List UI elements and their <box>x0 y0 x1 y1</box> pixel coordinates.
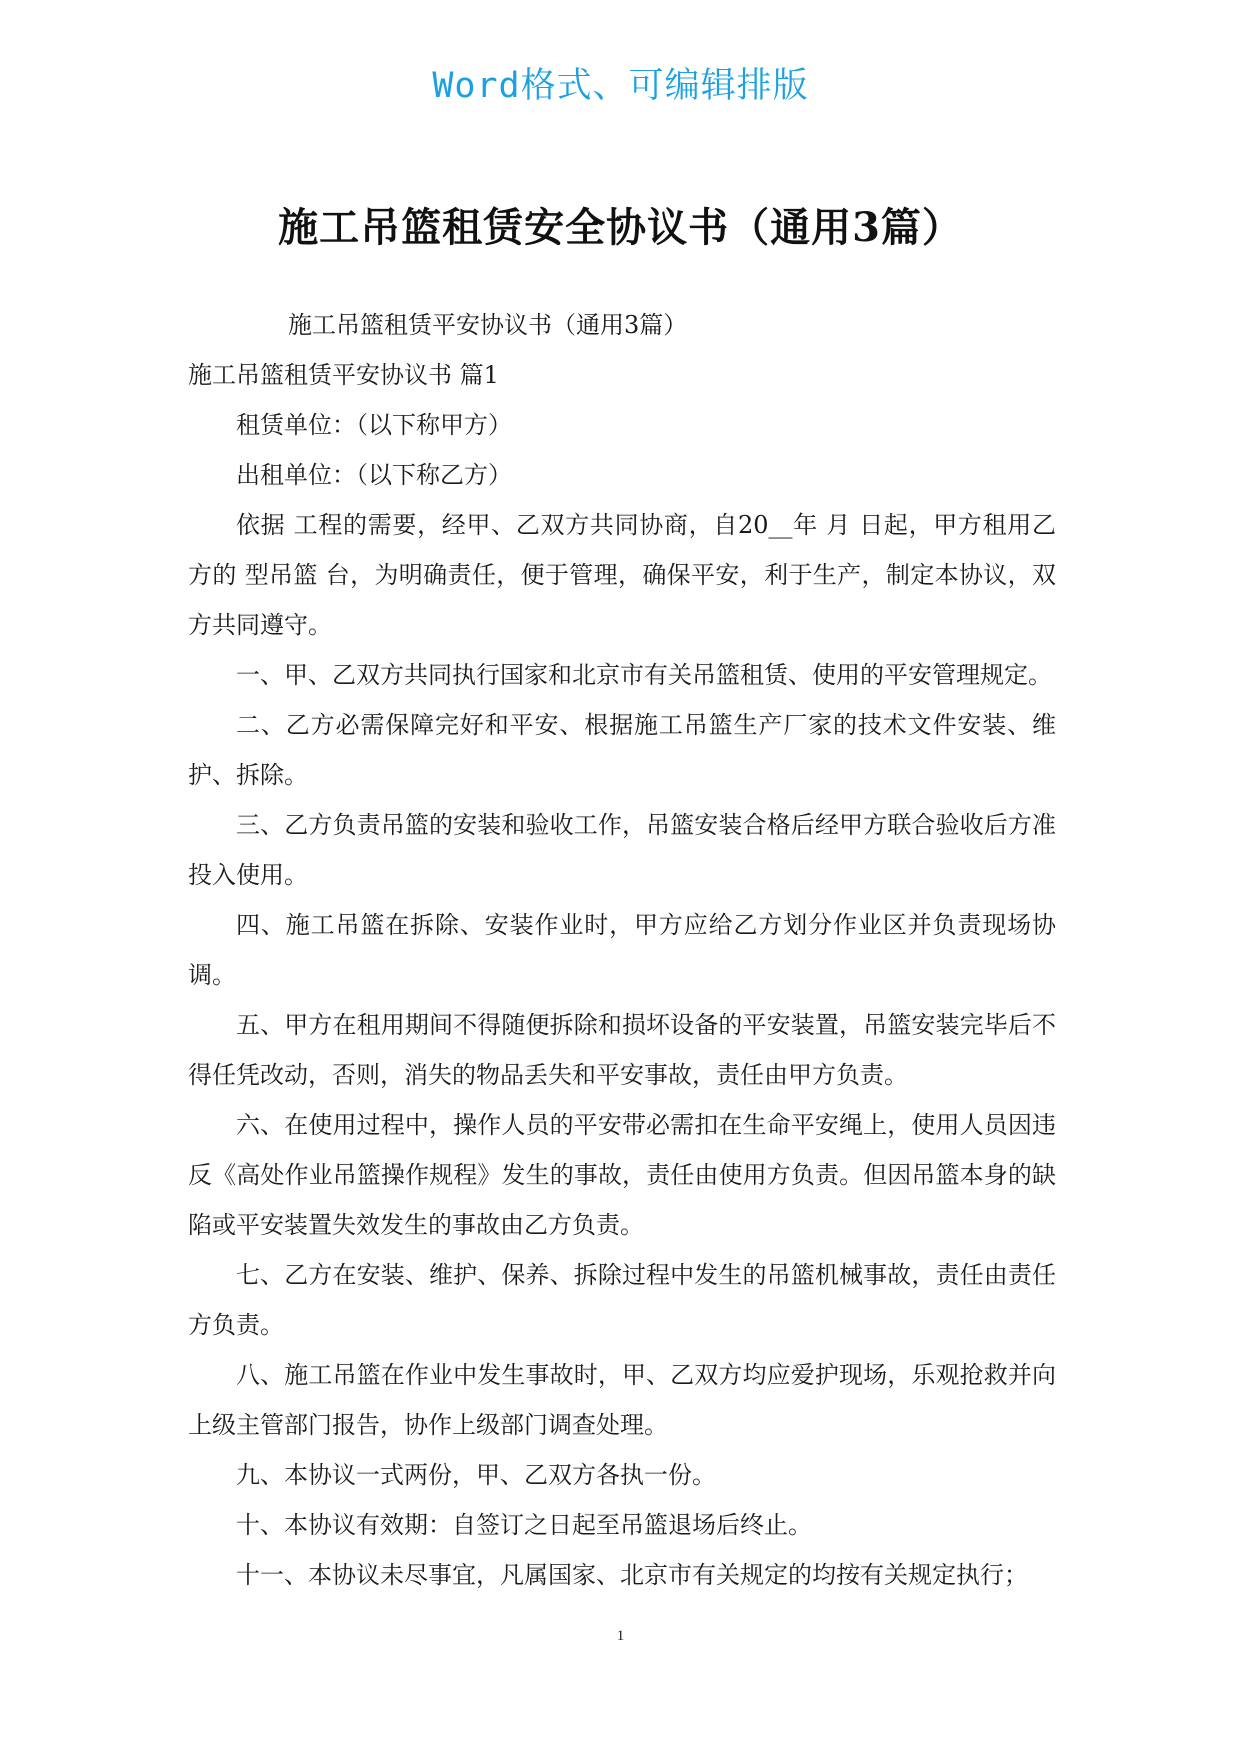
paragraph: 九、本协议一式两份，甲、乙双方各执一份。 <box>236 1461 716 1489</box>
paragraph: 八、施工吊篮在作业中发生事故时，甲、乙双方均应爱护现场，乐观抢救并向上级主管部门报告，协作上级部门调查处理。 <box>188 1361 1056 1439</box>
paragraph: 六、在使用过程中，操作人员的平安带必需扣在生命平安绳上，使用人员因违反《高处作业吊篮操作规程》发生的事故，责任由使用方负责。但因吊篮本身的缺陷或平安装置失效发生的事故由乙方负责。 <box>188 1111 1056 1239</box>
page-number: 1 <box>616 1628 625 1644</box>
paragraph: 四、施工吊篮在拆除、安装作业时，甲方应给乙方划分作业区并负责现场协调。 <box>188 911 1056 989</box>
paragraph: 租赁单位：（以下称甲方） <box>236 411 512 439</box>
paragraph: 三、乙方负责吊篮的安装和验收工作，吊篮安装合格后经甲方联合验收后方准投入使用。 <box>188 811 1056 889</box>
document-title: 施工吊篮租赁安全协议书（通用3篇） <box>278 204 963 251</box>
paragraph: 出租单位：（以下称乙方） <box>236 461 512 489</box>
paragraph: 七、乙方在安装、维护、保养、拆除过程中发生的吊篮机械事故，责任由责任方负责。 <box>188 1261 1056 1339</box>
document-subtitle: 施工吊篮租赁平安协议书（通用3篇） <box>288 311 688 339</box>
section-heading: 施工吊篮租赁平安协议书 篇1 <box>188 361 499 389</box>
paragraph: 依据 工程的需要，经甲、乙双方共同协商，自20__年 月 日起，甲方租用乙方的 型吊篮 台，为明确责任，便于管理，确保平安，利于生产，制定本协议，双方共同遵守。 <box>188 511 1056 639</box>
paragraph: 二、乙方必需保障完好和平安、根据施工吊篮生产厂家的技术文件安装、维护、拆除。 <box>188 711 1056 789</box>
document-body <box>188 300 1056 1600</box>
paragraph: 十一、本协议未尽事宜，凡属国家、北京市有关规定的均按有关规定执行； <box>236 1561 1028 1589</box>
paragraph: 一、甲、乙双方共同执行国家和北京市有关吊篮租赁、使用的平安管理规定。 <box>236 661 1052 689</box>
paragraph: 十、本协议有效期：自签订之日起至吊篮退场后终止。 <box>236 1511 812 1539</box>
paragraph: 五、甲方在租用期间不得随便拆除和损坏设备的平安装置，吊篮安装完毕后不得任凭改动，否则，消失的物品丢失和平安事故，责任由甲方负责。 <box>188 1011 1056 1089</box>
header-banner: Word格式、可编辑排版 <box>432 66 809 106</box>
